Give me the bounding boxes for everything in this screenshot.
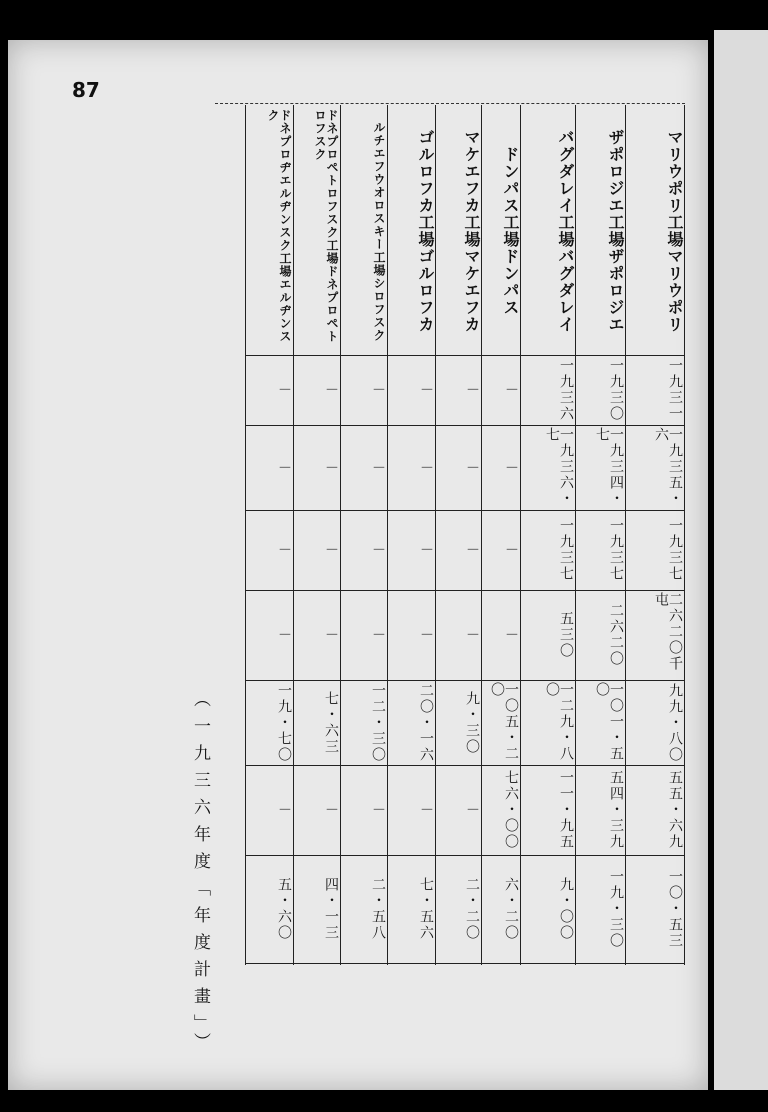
table-cell: 九・〇〇 xyxy=(558,877,574,941)
table-cell: － xyxy=(276,382,292,398)
table-cell: － xyxy=(276,542,292,558)
table-cell: 五五・六九 xyxy=(667,770,683,850)
table-cell: － xyxy=(370,542,386,558)
table-cell: 二・二〇 xyxy=(464,877,480,941)
table-cell: － xyxy=(503,382,519,398)
factory-name-cell: ザポロジエ工場ザポロジエ xyxy=(606,129,625,333)
table-cell: 一九・七〇 xyxy=(276,682,292,763)
factory-name-cell: マリウポリ工場マリウポリ xyxy=(665,129,684,333)
table-cell: － xyxy=(370,382,386,398)
table-cell: 一九三七 xyxy=(667,518,683,582)
table-cell: － xyxy=(323,542,339,558)
table-cell: － xyxy=(276,802,292,818)
factory-name-cell: ルチエフウオロスキー工場シロフスク xyxy=(372,120,386,342)
factory-name-cell: バグダレイ工場バグダレイ xyxy=(556,129,575,333)
source-note: （一九三六年度「年度計畫」） xyxy=(190,690,210,1060)
table-cell: 一九三四・七 xyxy=(594,427,624,507)
table-cell: 一一・九五 xyxy=(558,770,574,850)
table-cell: 一九三六 xyxy=(558,358,574,422)
table-cell: － xyxy=(323,382,339,398)
table-cell: 一九三五・六 xyxy=(653,427,683,507)
table-cell: － xyxy=(503,459,519,476)
table-cell: 五・六〇 xyxy=(276,877,292,941)
table-cell: 一二九・八〇 xyxy=(544,682,574,762)
factory-table xyxy=(245,105,685,965)
table-cell: － xyxy=(370,459,386,476)
table-cell: 一〇・五三 xyxy=(667,869,683,949)
table-cell: － xyxy=(323,627,339,643)
factory-name-cell: ゴルロフカ工場ゴルロフカ xyxy=(416,129,435,333)
table-cell: 二〇・一六 xyxy=(418,682,434,763)
table-cell: － xyxy=(464,627,480,643)
factory-name-cell: マケエフカ工場マケエフカ xyxy=(462,129,481,333)
adjacent-page-edge xyxy=(714,30,768,1090)
table-cell: 五三〇 xyxy=(558,611,574,659)
table-cell: － xyxy=(323,802,339,818)
table-cell: 七・六三 xyxy=(323,690,339,755)
table-cell: 一九三六・七 xyxy=(544,427,574,507)
top-rule xyxy=(215,103,685,104)
table-cell: － xyxy=(323,459,339,476)
table-cell: 六・二〇 xyxy=(503,877,519,941)
table-cell: － xyxy=(418,627,434,643)
table-cell: 一九・三〇 xyxy=(608,869,624,949)
factory-name-cell: ドネプロペトロフスク工場ドネプロペトロフスク xyxy=(313,109,339,343)
table-cell: 一〇五・二〇 xyxy=(489,682,519,762)
table-cell: 四・一三 xyxy=(323,877,339,941)
table-cell: 七・五六 xyxy=(418,877,434,941)
table-cell: 一〇一・五〇 xyxy=(594,682,624,762)
table-cell: 一九三一 xyxy=(667,358,683,422)
table-cell: 九・三〇 xyxy=(464,690,480,755)
table-cell: － xyxy=(418,542,434,558)
table-cell: 一九三七 xyxy=(608,518,624,582)
table-cell: － xyxy=(370,802,386,818)
table-cell: 一二・三〇 xyxy=(370,682,386,763)
table-cell: － xyxy=(418,459,434,476)
table-cell: － xyxy=(418,802,434,818)
factory-name-cell: ドネプロヂエルヂンスク工場エルヂンスク xyxy=(266,109,292,343)
table-cell: 二・五八 xyxy=(370,877,386,941)
table-cell: 七六・〇〇 xyxy=(503,770,519,850)
table-cell: － xyxy=(418,382,434,398)
table-cell: － xyxy=(276,459,292,476)
table-cell: 一九三七 xyxy=(558,518,574,582)
table-cell: 五四・三九 xyxy=(608,770,624,850)
table-cell: － xyxy=(464,459,480,476)
table-cell: － xyxy=(464,802,480,818)
page-number: 87 xyxy=(72,78,100,102)
table-cell: － xyxy=(503,542,519,558)
table-cell: － xyxy=(370,627,386,643)
table-cell: － xyxy=(276,627,292,643)
table-cell: － xyxy=(503,627,519,643)
table-cell: － xyxy=(464,382,480,398)
table-cell: 二六二〇千屯 xyxy=(653,592,683,672)
factory-name-cell: ドンパス工場ドンパス xyxy=(501,146,520,316)
table-cell: 九九・八〇 xyxy=(667,682,683,763)
table-cell: 二六二〇 xyxy=(608,603,624,667)
table-cell: － xyxy=(464,542,480,558)
table-cell: 一九三〇 xyxy=(608,358,624,422)
